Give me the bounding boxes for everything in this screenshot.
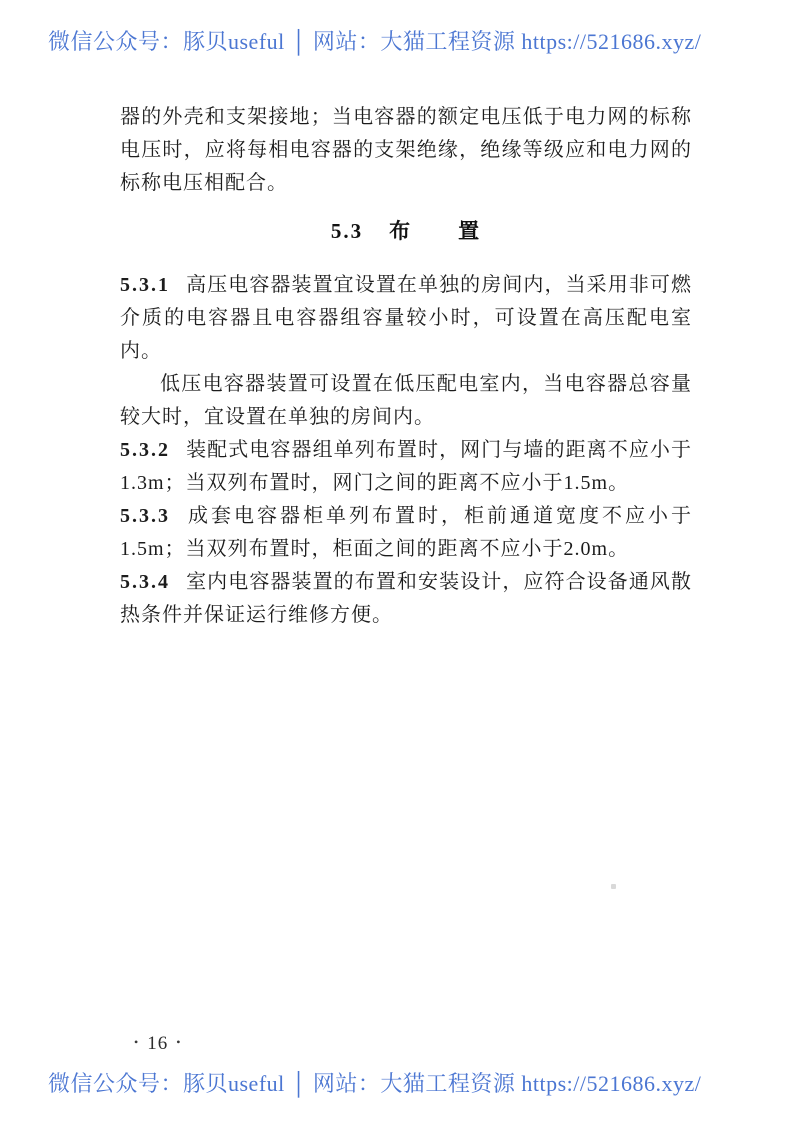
clause-5-3-4 — [120, 566, 692, 632]
clause-5-3-3 — [120, 500, 692, 566]
page-number-value: 16 — [147, 1033, 169, 1054]
scan-artifact — [611, 884, 616, 889]
clause-text: 高压电容器装置宜设置在单独的房间内，当采用非可燃介质的电容器且电容器组容量较小时，可设置在高压配电室内。 — [120, 274, 692, 362]
page-content — [120, 101, 692, 632]
clause-5-3-1 — [120, 269, 692, 368]
intro-paragraph: 器的外壳和支架接地；当电容器的额定电压低于电力网的标称电压时，应将每相电容器的支架绝缘，绝缘等级应和电力网的标称电压相配合。 — [120, 106, 692, 194]
clause-number: 5.3.3 — [120, 505, 170, 527]
clause-text: 室内电容器装置的布置和安装设计，应符合设备通风散热条件并保证运行维修方便。 — [120, 571, 692, 626]
section-heading-number: 5.3 — [330, 219, 364, 243]
page-number-right-dot: • — [176, 1035, 182, 1049]
section-heading-title: 布 置 — [389, 219, 482, 243]
clause-text: 装配式电容器组单列布置时，网门与墙的距离不应小于1.3m；当双列布置时，网门之间的距离不应小于1.5m。 — [120, 439, 692, 494]
clause-number: 5.3.1 — [120, 274, 170, 296]
clause-number: 5.3.4 — [120, 571, 170, 593]
watermark-bottom: 微信公众号：豚贝useful │ 网站：大猫工程资源 https://521686.xyz/ — [48, 1071, 702, 1096]
page-number-left-dot: • — [134, 1035, 140, 1049]
clause-5-3-1-paragraph-2: 低压电容器装置可设置在低压配电室内，当电容器总容量较大时，宜设置在单独的房间内。 — [120, 373, 692, 428]
clause-5-3-2 — [120, 434, 692, 500]
clause-number: 5.3.2 — [120, 439, 170, 461]
section-heading — [120, 215, 692, 248]
page-number — [126, 1031, 189, 1055]
clause-text: 成套电容器柜单列布置时，柜前通道宽度不应小于1.5m；当双列布置时，柜面之间的距离不应小于2.0m。 — [120, 505, 692, 560]
watermark-top: 微信公众号：豚贝useful │ 网站：大猫工程资源 https://521686.xyz/ — [48, 29, 702, 54]
